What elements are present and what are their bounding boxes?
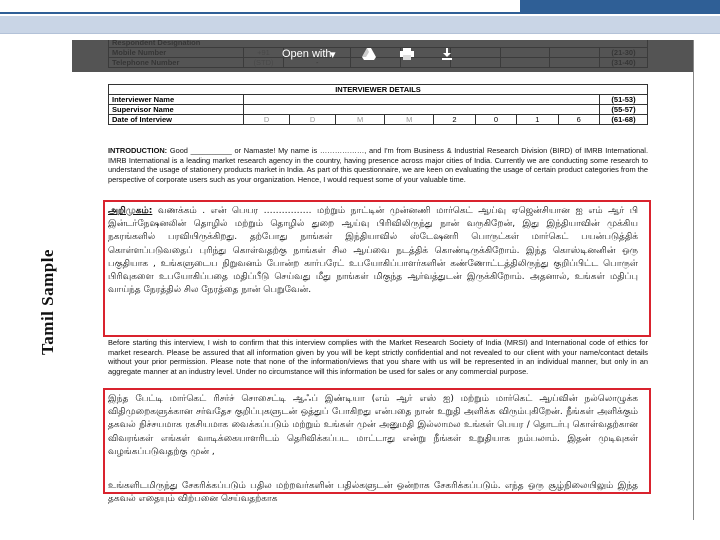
open-with-button[interactable]: Open with xyxy=(282,48,332,60)
download-icon[interactable] xyxy=(440,48,454,60)
drive-icon[interactable] xyxy=(362,48,376,60)
slide-side-label: Tamil Sample xyxy=(38,249,57,355)
slide-top-accent xyxy=(520,0,720,14)
slide-header-band xyxy=(0,16,720,34)
english-confidentiality-statement: Before starting this interview, I wish to confirm that this interview complies with the Market Research Society of India (MRSI) and International code of ethics for market research. Please be assured that all information given by you will be kept strictly confidential and not revealed to our client with your name/contact details without your prior permission. Please note that none of the information/views that you share with us will be represented in an individual manner, but only in an aggregate manner at an industry level. Under no circumstance will this information be used for sales or any commercial purpose. xyxy=(108,338,648,376)
table-row: Supervisor Name (55-57) xyxy=(109,105,648,115)
interviewer-details-title: INTERVIEWER DETAILS xyxy=(109,85,648,95)
tamil-continuation: உங்களிடமிருந்து சேகரிக்கப்படும் பதில மற்றவர்களின் பதில்களுடன் ஒன்றாக சேகரிக்கப்படும். எந்த ஒரு சூழ்நிலையிலும் இந்த தகவல் எதையும் விற்பனை செய்வதற்காக xyxy=(108,481,638,505)
tamil-confidentiality-statement: இந்த பேட்டி மார்கெட் ரிசர்ச் சொசைட்டி ஆஃப் இண்டியா (எம் ஆர் எஸ் ஐ) மற்றும் மார்கெட் ஆய்வின் நல்லொழுக்க விதிமுறைகளுக்கான சர்வதேச குறிப்புகளுடன் ஒத்துப் போகிறது என்பதை நான் உறுதி அளிக்க விரும்புகிறேன். நீங்கள் அளிக்கும் தகவல் நிச்சயமாக ரகசியமாக வைக்கப்படும் மற்றும் உங்கள் முன் அனுமதி இல்லாமல உங்கள் பெயர / தொடர்பு கொள்வதற்கான விவரங்கள் எங்கள் வாடிக்கையாளரிடம் தெரிவிக்கப்பட மாட்டாது என்று நீங்கள் உறுதியாக நம்பலாம். இதன் முடிவுகள் வழங்கப்படுவதற்கு முன் , xyxy=(108,394,638,457)
highlight-box-tamil-introduction xyxy=(103,200,651,337)
table-row: Date of Interview D D M M 2 0 1 6 (61-68) xyxy=(109,115,648,125)
tamil-introduction: அறிமுகம்: வணக்கம் . என் பெயர ……………. மற்றும் நாட்டின் முன்னணி மார்கெட் ஆய்வு ஏஜென்சியான ஐ எம் ஆர் பி இன்டர்நேஷனலின் தொழில் மற்றும் தொழில் துறை ஆய்வு பிரிவிலிருந்து நான் வருகிறேன், இது இந்தியாவின் முக்கிய நகரங்களில் பரவியிருக்கிறது. தற்போது நாங்கள் இந்தியாவில் ஸ்டேஷனரி பொருட்கள் மார்கெட் பயன்படுத்திக் கொள்ளப்படுவதைப் புரிந்து கொள்வதற்கு நாங்கள் சில ஆய்வை நடத்திக் கொண்டிருக்கிறோம். இந்த கொஸ்டினனின் ஒரு பகுதியாக , உங்களுடைய நிறுவனம் போன்ற கார்பரேட் உபயோகிப்பாளர்களின் கண்ணோட்டத்திலிருந்து குறிப்பிட்ட பொருள் பிரிவுகளை உபயோகிப்பதை மதிப்பீடு செய்வது மீது நாங்கள் மிகுந்த ஆர்வத்துடன் இருக்கிறோம். அதனால், உங்கள் மதிப்பு வாய்ந்த நேரத்தில் சில நேரத்தை நான் பெறுவேன். xyxy=(108,206,638,296)
print-icon[interactable] xyxy=(400,48,414,60)
document-page xyxy=(72,40,694,520)
table-row: Interviewer Name (51-53) xyxy=(109,95,648,105)
chevron-down-icon[interactable]: ▾ xyxy=(330,49,336,61)
interviewer-details-table xyxy=(108,84,648,125)
english-introduction: INTRODUCTION: Good __________ or Namaste! My name is ………………, and I'm from Business & Industrial Research Division (BIRD) of IMRB International. IMRB International is a leading market research agency in the country, having presence across major cities of India. Currently we are conducting some research to understand the usage of stationery products market in India. As part of this questionnaire, we are keen on evaluating the usage of certain product categories from the perspective of corporate users such as your organization. Hence, I would request some of your valuable time. xyxy=(108,146,648,184)
highlight-box-tamil-confidentiality xyxy=(103,388,651,494)
pdf-viewer-toolbar xyxy=(72,40,694,72)
